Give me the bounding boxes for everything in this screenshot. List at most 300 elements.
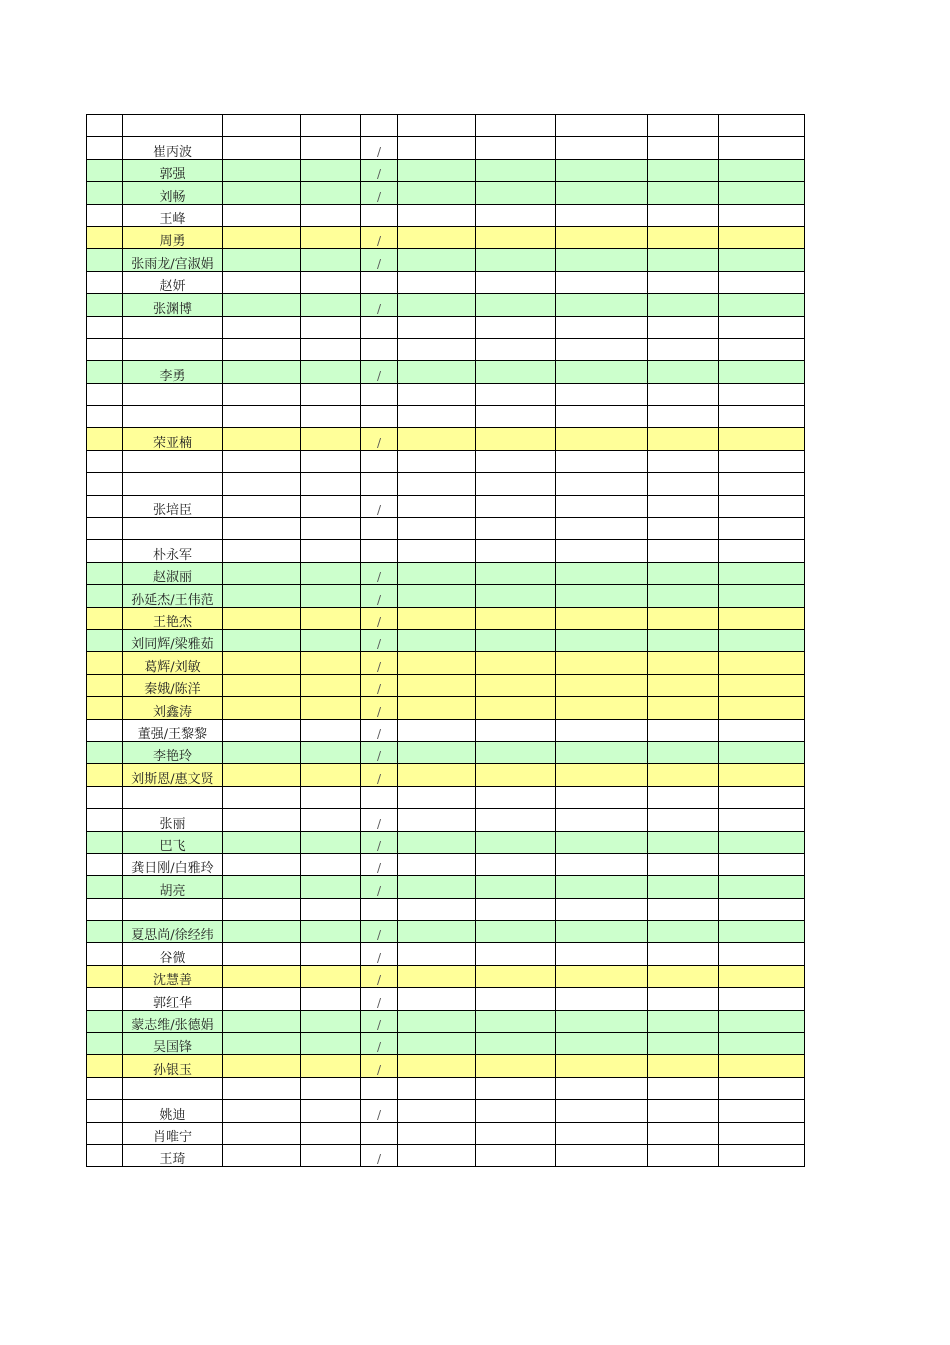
empty-cell[interactable] [223,1100,301,1122]
empty-cell[interactable] [398,1077,476,1099]
empty-cell[interactable] [648,965,719,987]
empty-cell[interactable] [648,450,719,472]
empty-cell[interactable] [476,450,556,472]
empty-cell[interactable] [301,361,361,383]
empty-cell[interactable] [87,137,123,159]
empty-cell[interactable] [87,764,123,786]
mark-cell[interactable]: / [361,809,398,831]
empty-cell[interactable] [301,629,361,651]
empty-cell[interactable] [719,450,805,472]
empty-cell[interactable] [398,383,476,405]
empty-cell[interactable] [398,1122,476,1144]
empty-cell[interactable] [301,1077,361,1099]
empty-cell[interactable] [87,428,123,450]
empty-cell[interactable] [301,585,361,607]
name-cell[interactable]: 李艳玲 [123,741,223,763]
empty-cell[interactable] [223,249,301,271]
empty-cell[interactable] [648,943,719,965]
name-cell[interactable]: 龚日刚/白雅玲 [123,853,223,875]
empty-cell[interactable] [301,271,361,293]
empty-cell[interactable] [398,674,476,696]
empty-cell[interactable] [223,428,301,450]
empty-cell[interactable] [398,764,476,786]
empty-cell[interactable] [223,1077,301,1099]
empty-cell[interactable] [648,1100,719,1122]
empty-cell[interactable] [556,876,648,898]
mark-cell[interactable]: / [361,764,398,786]
empty-cell[interactable] [301,1144,361,1166]
empty-cell[interactable] [648,428,719,450]
empty-cell[interactable] [301,719,361,741]
name-cell[interactable]: 张雨龙/宫淑娟 [123,249,223,271]
empty-cell[interactable] [301,1033,361,1055]
mark-cell[interactable] [361,450,398,472]
empty-cell[interactable] [476,562,556,584]
empty-cell[interactable] [223,294,301,316]
empty-cell[interactable] [476,1122,556,1144]
empty-cell[interactable] [719,741,805,763]
empty-cell[interactable] [719,988,805,1010]
empty-cell[interactable] [398,1033,476,1055]
empty-cell[interactable] [476,697,556,719]
empty-cell[interactable] [223,1144,301,1166]
name-cell[interactable]: 姚迪 [123,1100,223,1122]
empty-cell[interactable] [223,361,301,383]
mark-cell[interactable]: / [361,629,398,651]
empty-cell[interactable] [556,921,648,943]
empty-cell[interactable] [556,1010,648,1032]
empty-cell[interactable] [223,182,301,204]
empty-cell[interactable] [223,876,301,898]
empty-cell[interactable] [223,988,301,1010]
empty-cell[interactable] [87,182,123,204]
empty-cell[interactable] [556,697,648,719]
name-cell[interactable]: 肖唯宁 [123,1122,223,1144]
empty-cell[interactable] [719,383,805,405]
empty-cell[interactable] [223,741,301,763]
empty-cell[interactable] [476,1033,556,1055]
mark-cell[interactable] [361,316,398,338]
empty-cell[interactable] [719,876,805,898]
empty-cell[interactable] [719,406,805,428]
empty-cell[interactable] [87,271,123,293]
mark-cell[interactable] [361,383,398,405]
mark-cell[interactable]: / [361,697,398,719]
mark-cell[interactable]: / [361,831,398,853]
empty-cell[interactable] [301,853,361,875]
empty-cell[interactable] [476,585,556,607]
empty-cell[interactable] [556,249,648,271]
name-cell[interactable] [123,1077,223,1099]
empty-cell[interactable] [398,898,476,920]
empty-cell[interactable] [398,249,476,271]
empty-cell[interactable] [556,652,648,674]
empty-cell[interactable] [719,719,805,741]
empty-cell[interactable] [223,1033,301,1055]
empty-cell[interactable] [398,719,476,741]
empty-cell[interactable] [301,652,361,674]
empty-cell[interactable] [301,562,361,584]
empty-cell[interactable] [648,226,719,248]
empty-cell[interactable] [223,629,301,651]
empty-cell[interactable] [87,853,123,875]
empty-cell[interactable] [87,316,123,338]
empty-cell[interactable] [476,943,556,965]
mark-cell[interactable]: / [361,137,398,159]
name-cell[interactable] [123,518,223,540]
empty-cell[interactable] [87,629,123,651]
empty-cell[interactable] [476,294,556,316]
empty-cell[interactable] [556,943,648,965]
empty-cell[interactable] [556,540,648,562]
empty-cell[interactable] [398,182,476,204]
empty-cell[interactable] [223,406,301,428]
empty-cell[interactable] [648,271,719,293]
empty-cell[interactable] [476,988,556,1010]
mark-cell[interactable]: / [361,965,398,987]
empty-cell[interactable] [87,921,123,943]
empty-cell[interactable] [648,786,719,808]
name-cell[interactable]: 王峰 [123,204,223,226]
empty-cell[interactable] [719,361,805,383]
empty-cell[interactable] [223,697,301,719]
empty-cell[interactable] [398,271,476,293]
empty-cell[interactable] [87,361,123,383]
mark-cell[interactable] [361,786,398,808]
empty-cell[interactable] [301,1100,361,1122]
name-cell[interactable]: 巴飞 [123,831,223,853]
empty-cell[interactable] [556,473,648,495]
mark-cell[interactable]: / [361,249,398,271]
empty-cell[interactable] [719,921,805,943]
empty-cell[interactable] [556,629,648,651]
empty-cell[interactable] [556,271,648,293]
empty-cell[interactable] [301,809,361,831]
empty-cell[interactable] [223,383,301,405]
empty-cell[interactable] [648,361,719,383]
mark-cell[interactable]: / [361,943,398,965]
empty-cell[interactable] [719,1100,805,1122]
empty-cell[interactable] [719,540,805,562]
empty-cell[interactable] [719,674,805,696]
empty-cell[interactable] [556,562,648,584]
empty-cell[interactable] [223,652,301,674]
empty-cell[interactable] [223,965,301,987]
empty-cell[interactable] [556,338,648,360]
empty-cell[interactable] [719,764,805,786]
empty-cell[interactable] [301,921,361,943]
empty-cell[interactable] [719,607,805,629]
empty-cell[interactable] [556,159,648,181]
empty-cell[interactable] [719,249,805,271]
empty-cell[interactable] [223,518,301,540]
name-cell[interactable]: 胡亮 [123,876,223,898]
empty-cell[interactable] [301,1122,361,1144]
mark-cell[interactable]: / [361,1055,398,1077]
empty-cell[interactable] [398,786,476,808]
empty-cell[interactable] [223,809,301,831]
name-cell[interactable]: 赵淑丽 [123,562,223,584]
empty-cell[interactable] [648,316,719,338]
empty-cell[interactable] [223,338,301,360]
name-cell[interactable]: 刘鑫涛 [123,697,223,719]
empty-cell[interactable] [719,271,805,293]
empty-cell[interactable] [223,473,301,495]
empty-cell[interactable] [223,585,301,607]
empty-cell[interactable] [223,898,301,920]
empty-cell[interactable] [648,338,719,360]
empty-cell[interactable] [719,1010,805,1032]
empty-cell[interactable] [476,1010,556,1032]
empty-cell[interactable] [719,182,805,204]
name-cell[interactable]: 李勇 [123,361,223,383]
empty-cell[interactable] [556,182,648,204]
empty-cell[interactable] [301,876,361,898]
empty-cell[interactable] [648,1010,719,1032]
empty-cell[interactable] [556,585,648,607]
empty-cell[interactable] [223,607,301,629]
empty-cell[interactable] [223,853,301,875]
empty-cell[interactable] [476,809,556,831]
empty-cell[interactable] [719,1055,805,1077]
empty-cell[interactable] [87,1144,123,1166]
empty-cell[interactable] [648,988,719,1010]
empty-cell[interactable] [87,383,123,405]
empty-cell[interactable] [301,540,361,562]
empty-cell[interactable] [398,1010,476,1032]
name-cell[interactable]: 郭强 [123,159,223,181]
empty-cell[interactable] [719,831,805,853]
mark-cell[interactable] [361,473,398,495]
empty-cell[interactable] [398,495,476,517]
empty-cell[interactable] [556,719,648,741]
empty-cell[interactable] [556,786,648,808]
mark-cell[interactable]: / [361,294,398,316]
empty-cell[interactable] [87,1077,123,1099]
name-cell[interactable]: 蒙志维/张德娟 [123,1010,223,1032]
name-cell[interactable] [123,115,223,137]
empty-cell[interactable] [648,137,719,159]
empty-cell[interactable] [223,1122,301,1144]
empty-cell[interactable] [648,585,719,607]
empty-cell[interactable] [556,988,648,1010]
empty-cell[interactable] [398,226,476,248]
empty-cell[interactable] [87,585,123,607]
empty-cell[interactable] [223,562,301,584]
empty-cell[interactable] [301,383,361,405]
name-cell[interactable]: 朴永军 [123,540,223,562]
empty-cell[interactable] [87,1055,123,1077]
empty-cell[interactable] [301,428,361,450]
mark-cell[interactable]: / [361,562,398,584]
empty-cell[interactable] [223,204,301,226]
empty-cell[interactable] [556,204,648,226]
empty-cell[interactable] [87,1122,123,1144]
empty-cell[interactable] [719,898,805,920]
empty-cell[interactable] [648,898,719,920]
empty-cell[interactable] [648,249,719,271]
name-cell[interactable] [123,316,223,338]
empty-cell[interactable] [648,1033,719,1055]
mark-cell[interactable] [361,518,398,540]
empty-cell[interactable] [476,316,556,338]
empty-cell[interactable] [476,741,556,763]
empty-cell[interactable] [87,473,123,495]
name-cell[interactable] [123,786,223,808]
empty-cell[interactable] [398,876,476,898]
empty-cell[interactable] [398,428,476,450]
empty-cell[interactable] [223,764,301,786]
empty-cell[interactable] [87,159,123,181]
empty-cell[interactable] [301,316,361,338]
empty-cell[interactable] [87,540,123,562]
empty-cell[interactable] [719,697,805,719]
empty-cell[interactable] [223,1010,301,1032]
empty-cell[interactable] [719,338,805,360]
empty-cell[interactable] [223,159,301,181]
empty-cell[interactable] [301,473,361,495]
empty-cell[interactable] [398,518,476,540]
name-cell[interactable]: 沈慧善 [123,965,223,987]
empty-cell[interactable] [476,338,556,360]
empty-cell[interactable] [301,988,361,1010]
empty-cell[interactable] [648,294,719,316]
mark-cell[interactable] [361,898,398,920]
empty-cell[interactable] [87,988,123,1010]
empty-cell[interactable] [648,719,719,741]
empty-cell[interactable] [719,652,805,674]
empty-cell[interactable] [87,831,123,853]
empty-cell[interactable] [398,831,476,853]
empty-cell[interactable] [301,204,361,226]
empty-cell[interactable] [648,540,719,562]
empty-cell[interactable] [556,316,648,338]
name-cell[interactable]: 刘畅 [123,182,223,204]
empty-cell[interactable] [398,853,476,875]
empty-cell[interactable] [476,764,556,786]
empty-cell[interactable] [719,204,805,226]
empty-cell[interactable] [556,450,648,472]
name-cell[interactable]: 张培臣 [123,495,223,517]
empty-cell[interactable] [556,518,648,540]
empty-cell[interactable] [648,562,719,584]
empty-cell[interactable] [223,137,301,159]
empty-cell[interactable] [476,473,556,495]
name-cell[interactable]: 刘斯恩/惠文贤 [123,764,223,786]
empty-cell[interactable] [223,495,301,517]
name-cell[interactable] [123,406,223,428]
mark-cell[interactable]: / [361,741,398,763]
empty-cell[interactable] [476,406,556,428]
empty-cell[interactable] [556,495,648,517]
empty-cell[interactable] [648,741,719,763]
name-cell[interactable]: 王艳杰 [123,607,223,629]
mark-cell[interactable]: / [361,853,398,875]
empty-cell[interactable] [398,1100,476,1122]
name-cell[interactable] [123,338,223,360]
empty-cell[interactable] [301,226,361,248]
empty-cell[interactable] [87,450,123,472]
empty-cell[interactable] [648,1144,719,1166]
empty-cell[interactable] [719,115,805,137]
empty-cell[interactable] [301,182,361,204]
name-cell[interactable]: 孙银玉 [123,1055,223,1077]
empty-cell[interactable] [648,1055,719,1077]
mark-cell[interactable]: / [361,428,398,450]
empty-cell[interactable] [648,115,719,137]
empty-cell[interactable] [556,741,648,763]
empty-cell[interactable] [301,674,361,696]
mark-cell[interactable]: / [361,1010,398,1032]
empty-cell[interactable] [301,697,361,719]
empty-cell[interactable] [87,719,123,741]
empty-cell[interactable] [556,898,648,920]
mark-cell[interactable]: / [361,1144,398,1166]
mark-cell[interactable] [361,1077,398,1099]
mark-cell[interactable]: / [361,988,398,1010]
empty-cell[interactable] [476,652,556,674]
empty-cell[interactable] [398,988,476,1010]
empty-cell[interactable] [398,607,476,629]
empty-cell[interactable] [719,428,805,450]
mark-cell[interactable] [361,1122,398,1144]
mark-cell[interactable]: / [361,719,398,741]
mark-cell[interactable] [361,540,398,562]
name-cell[interactable]: 刘同辉/梁雅茹 [123,629,223,651]
mark-cell[interactable]: / [361,652,398,674]
mark-cell[interactable]: / [361,876,398,898]
empty-cell[interactable] [476,719,556,741]
mark-cell[interactable]: / [361,585,398,607]
empty-cell[interactable] [476,361,556,383]
mark-cell[interactable]: / [361,361,398,383]
empty-cell[interactable] [648,204,719,226]
empty-cell[interactable] [648,764,719,786]
empty-cell[interactable] [398,361,476,383]
empty-cell[interactable] [87,943,123,965]
name-cell[interactable]: 张丽 [123,809,223,831]
empty-cell[interactable] [398,585,476,607]
empty-cell[interactable] [556,115,648,137]
empty-cell[interactable] [476,159,556,181]
empty-cell[interactable] [398,450,476,472]
empty-cell[interactable] [719,1122,805,1144]
mark-cell[interactable] [361,338,398,360]
mark-cell[interactable]: / [361,674,398,696]
empty-cell[interactable] [398,204,476,226]
empty-cell[interactable] [223,921,301,943]
empty-cell[interactable] [476,786,556,808]
empty-cell[interactable] [476,115,556,137]
empty-cell[interactable] [398,741,476,763]
empty-cell[interactable] [476,383,556,405]
empty-cell[interactable] [476,607,556,629]
name-cell[interactable]: 周勇 [123,226,223,248]
empty-cell[interactable] [476,965,556,987]
empty-cell[interactable] [648,607,719,629]
empty-cell[interactable] [301,294,361,316]
empty-cell[interactable] [648,853,719,875]
empty-cell[interactable] [476,876,556,898]
empty-cell[interactable] [648,876,719,898]
empty-cell[interactable] [556,226,648,248]
empty-cell[interactable] [648,1077,719,1099]
empty-cell[interactable] [556,607,648,629]
empty-cell[interactable] [301,137,361,159]
mark-cell[interactable]: / [361,1100,398,1122]
empty-cell[interactable] [223,226,301,248]
empty-cell[interactable] [476,853,556,875]
